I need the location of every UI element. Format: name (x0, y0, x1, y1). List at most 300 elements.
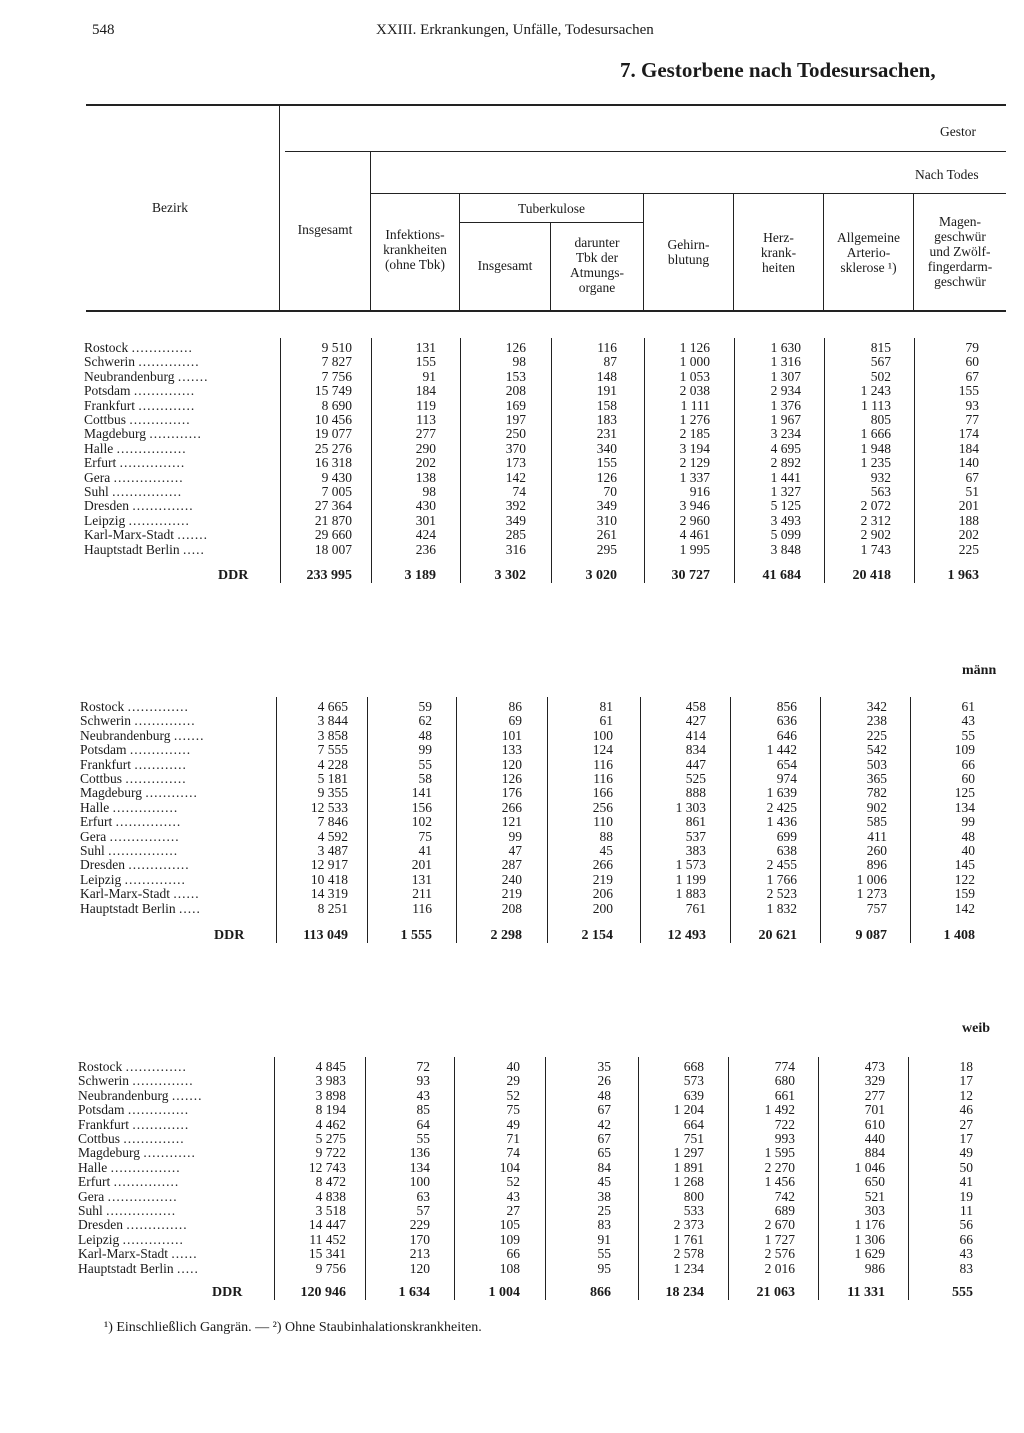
bezirk-name (80, 902, 201, 916)
total-cell: 866 (590, 1285, 611, 1300)
table-cell: 427 (685, 713, 706, 728)
leader-dots: ....... (173, 728, 205, 743)
table-cell: 4 461 (679, 527, 710, 542)
table-cell: 5 275 (315, 1131, 346, 1146)
table-cell: 50 (959, 1160, 973, 1175)
table-cell: 200 (592, 901, 613, 916)
table-cell: 256 (592, 800, 613, 815)
table-cell: 65 (597, 1145, 611, 1160)
table-row (0, 370, 1024, 384)
table-cell: 110 (593, 814, 613, 829)
table-cell: 266 (501, 800, 522, 815)
table-cell: 91 (422, 369, 436, 384)
total-row (0, 1286, 1024, 1300)
table-cell: 1 111 (680, 398, 710, 413)
bezirk-name-text: Erfurt (80, 814, 113, 829)
table-cell: 85 (416, 1102, 430, 1117)
table-cell: 55 (961, 728, 975, 743)
table-cell: 74 (512, 484, 526, 499)
table-row (0, 384, 1024, 398)
table-cell: 159 (954, 886, 975, 901)
table-cell: 3 848 (770, 542, 801, 557)
leader-dots: .............. (125, 771, 187, 786)
header-bezirk: Bezirk (152, 200, 188, 215)
bezirk-name-text: Suhl (80, 843, 105, 858)
leader-dots: .............. (122, 1232, 184, 1247)
bezirk-name (84, 514, 190, 528)
table-cell: 861 (685, 814, 706, 829)
table-cell: 208 (505, 383, 526, 398)
table-row (0, 758, 1024, 772)
table-cell: 4 845 (315, 1059, 346, 1074)
header-nach-todes: Nach Todes (915, 167, 979, 182)
table-cell: 260 (866, 843, 887, 858)
table-cell: 9 510 (321, 340, 352, 355)
total-cell: 11 331 (847, 1285, 885, 1300)
bezirk-name (80, 887, 200, 901)
table-cell: 563 (870, 484, 891, 499)
leader-dots: .............. (131, 340, 193, 355)
table-cell: 815 (870, 340, 891, 355)
table-cell: 2 185 (679, 426, 710, 441)
table-cell: 2 902 (860, 527, 891, 542)
bezirk-name-text: Frankfurt (84, 398, 135, 413)
table-row (0, 514, 1024, 528)
header-herzkrankheiten (734, 230, 823, 275)
leader-dots: ................ (106, 1203, 177, 1218)
table-cell: 661 (774, 1088, 795, 1103)
table-cell: 585 (866, 814, 887, 829)
total-cell: 18 234 (665, 1285, 704, 1300)
table-cell: 69 (508, 713, 522, 728)
bezirk-name (80, 844, 178, 858)
leader-dots: ............... (115, 814, 182, 829)
table-cell: 1 595 (764, 1145, 795, 1160)
table-row (0, 858, 1024, 872)
table-cell: 49 (506, 1117, 520, 1132)
table-cell: 340 (596, 441, 617, 456)
total-cell: 20 418 (852, 568, 891, 583)
table-cell: 2 038 (679, 383, 710, 398)
section-label: männ (962, 663, 997, 678)
table-cell: 79 (965, 340, 979, 355)
table-cell: 285 (505, 527, 526, 542)
table-cell: 120 (501, 757, 522, 772)
table-cell: 60 (965, 354, 979, 369)
table-cell: 59 (418, 699, 432, 714)
table-cell: 502 (870, 369, 891, 384)
leader-dots: ..... (178, 901, 201, 916)
header-magen-line: Magen- (939, 214, 981, 229)
table-cell: 116 (593, 771, 613, 786)
table-cell: 310 (596, 513, 617, 528)
leader-dots: ................ (110, 1160, 181, 1175)
table-cell: 71 (506, 1131, 520, 1146)
bezirk-name-text: Magdeburg (84, 426, 146, 441)
table-cell: 1 327 (770, 484, 801, 499)
leader-dots: .............. (127, 699, 189, 714)
bezirk-name (84, 370, 208, 384)
bezirk-name (78, 1103, 189, 1117)
table-cell: 250 (505, 426, 526, 441)
table-cell: 134 (954, 800, 975, 815)
bezirk-name-text: Schwerin (84, 354, 135, 369)
table-cell: 121 (501, 814, 522, 829)
total-cell: 3 302 (494, 568, 526, 583)
header-tbk-darunter-line: darunter (574, 235, 620, 250)
table-cell: 473 (864, 1059, 885, 1074)
table-cell: 638 (776, 843, 797, 858)
table-cell: 166 (592, 785, 613, 800)
leader-dots: ...... (173, 886, 200, 901)
total-cell: 9 087 (855, 928, 887, 943)
table-cell: 158 (596, 398, 617, 413)
leader-dots: ................ (108, 843, 179, 858)
table-cell: 116 (412, 901, 432, 916)
header-magen-line: fingerdarm- (927, 259, 993, 274)
header-arteriosklerose (824, 230, 913, 275)
table-row (0, 873, 1024, 887)
header-rule-gestor (285, 151, 1006, 152)
table-cell: 3 983 (315, 1073, 346, 1088)
table-cell: 11 (960, 1203, 973, 1218)
total-cell: 1 634 (398, 1285, 430, 1300)
leader-dots: ............. (132, 1117, 190, 1132)
table-cell: 10 418 (310, 872, 348, 887)
leader-dots: .............. (134, 713, 196, 728)
table-cell: 17 (959, 1131, 973, 1146)
table-cell: 236 (415, 542, 436, 557)
table-cell: 61 (961, 699, 975, 714)
table-cell: 290 (415, 441, 436, 456)
total-cell: 30 727 (671, 568, 710, 583)
table-cell: 201 (958, 498, 979, 513)
bezirk-name (84, 413, 191, 427)
table-cell: 116 (597, 340, 617, 355)
table-cell: 9 355 (317, 785, 348, 800)
table-cell: 383 (685, 843, 706, 858)
leader-dots: ..... (182, 542, 205, 557)
table-cell: 7 756 (321, 369, 352, 384)
table-cell: 266 (592, 857, 613, 872)
bezirk-name-text: Dresden (78, 1217, 123, 1232)
bezirk-name (80, 714, 196, 728)
table-cell: 424 (415, 527, 436, 542)
bezirk-name (84, 355, 200, 369)
header-infektions-line: Infektions- (385, 227, 445, 242)
table-cell: 231 (596, 426, 617, 441)
table-cell: 40 (506, 1059, 520, 1074)
table-cell: 48 (597, 1088, 611, 1103)
table-cell: 142 (505, 470, 526, 485)
table-cell: 136 (409, 1145, 430, 1160)
bezirk-name-text: Halle (80, 800, 110, 815)
table-cell: 349 (596, 498, 617, 513)
table-cell: 60 (961, 771, 975, 786)
total-label: DDR (218, 568, 249, 583)
bezirk-name (78, 1118, 189, 1132)
table-row (0, 528, 1024, 542)
table-cell: 411 (867, 829, 887, 844)
bezirk-name-text: Leipzig (78, 1232, 120, 1247)
table-cell: 8 251 (317, 901, 348, 916)
table-cell: 99 (418, 742, 432, 757)
table-cell: 108 (499, 1261, 520, 1276)
bezirk-name-text: Rostock (80, 699, 125, 714)
table-cell: 567 (870, 354, 891, 369)
bezirk-name (80, 700, 189, 714)
table-cell: 74 (506, 1145, 520, 1160)
header-arterio-line: sklerose ¹) (840, 260, 897, 275)
table-cell: 43 (959, 1246, 973, 1261)
table-cell: 87 (603, 354, 617, 369)
table-cell: 654 (776, 757, 797, 772)
table-cell: 888 (685, 785, 706, 800)
table-cell: 3 487 (317, 843, 348, 858)
table-cell: 1 727 (764, 1232, 795, 1247)
leader-dots: ............... (112, 800, 179, 815)
total-cell: 555 (952, 1285, 973, 1300)
section-label: weib (962, 1021, 990, 1036)
table-cell: 1 492 (764, 1102, 795, 1117)
header-gehirnblutung-line: blutung (667, 252, 710, 267)
table-cell: 184 (415, 383, 436, 398)
table-cell: 1 307 (770, 369, 801, 384)
bezirk-name (78, 1161, 181, 1175)
leader-dots: ............... (119, 455, 186, 470)
leader-dots: .............. (127, 1102, 190, 1117)
table-cell: 202 (958, 527, 979, 542)
table-cell: 7 005 (321, 484, 352, 499)
table-cell: 27 364 (314, 498, 352, 513)
leader-dots: ............ (134, 757, 187, 772)
table-row (0, 801, 1024, 815)
table-row (0, 1204, 1024, 1218)
table-cell: 42 (597, 1117, 611, 1132)
table-cell: 120 (409, 1261, 430, 1276)
bezirk-name (78, 1204, 176, 1218)
header-herz-line: Herz- (763, 230, 794, 245)
table-cell: 55 (597, 1246, 611, 1261)
table-cell: 15 341 (308, 1246, 346, 1261)
table-row (0, 1074, 1024, 1088)
total-cell: 3 189 (404, 568, 436, 583)
table-cell: 1 743 (860, 542, 891, 557)
bezirk-name-text: Rostock (84, 340, 129, 355)
table-cell: 100 (409, 1174, 430, 1189)
bezirk-name-text: Potsdam (80, 742, 127, 757)
header-insgesamt: Insgesamt (297, 222, 353, 237)
table-cell: 8 472 (315, 1174, 346, 1189)
table-cell: 303 (864, 1203, 885, 1218)
table-cell: 55 (418, 757, 432, 772)
table-cell: 57 (416, 1203, 430, 1218)
table-cell: 440 (864, 1131, 885, 1146)
table-cell: 636 (776, 713, 797, 728)
leader-dots: ....... (177, 369, 209, 384)
table-row (0, 485, 1024, 499)
table-cell: 774 (774, 1059, 795, 1074)
table-cell: 126 (596, 470, 617, 485)
total-cell: 21 063 (756, 1285, 795, 1300)
table-cell: 1 639 (766, 785, 797, 800)
table-cell: 12 743 (308, 1160, 346, 1175)
table-cell: 62 (418, 713, 432, 728)
table-cell: 84 (597, 1160, 611, 1175)
bezirk-name (78, 1074, 194, 1088)
table-cell: 287 (501, 857, 522, 872)
total-cell: 20 621 (758, 928, 797, 943)
table-cell: 1 006 (856, 872, 887, 887)
header-top-rule (86, 104, 1006, 106)
header-tbk-darunter (551, 235, 643, 295)
table-cell: 67 (597, 1131, 611, 1146)
table-cell: 4 695 (770, 441, 801, 456)
table-row (0, 902, 1024, 916)
header-vrule (279, 106, 280, 310)
header-gestor: Gestor (940, 124, 976, 139)
table-cell: 261 (596, 527, 617, 542)
bezirk-name-text: Gera (80, 829, 107, 844)
table-cell: 155 (415, 354, 436, 369)
table-cell: 99 (508, 829, 522, 844)
table-cell: 124 (592, 742, 613, 757)
table-cell: 316 (505, 542, 526, 557)
table-cell: 12 533 (310, 800, 348, 815)
table-cell: 88 (599, 829, 613, 844)
table-row (0, 471, 1024, 485)
header-tbk-darunter-line: organe (578, 280, 616, 295)
table-row (0, 543, 1024, 557)
table-cell: 98 (422, 484, 436, 499)
table-cell: 9 430 (321, 470, 352, 485)
table-cell: 392 (505, 498, 526, 513)
table-cell: 761 (685, 901, 706, 916)
table-cell: 49 (959, 1145, 973, 1160)
table-cell: 503 (866, 757, 887, 772)
table-cell: 4 228 (317, 757, 348, 772)
header-arterio-line: Arterio- (846, 245, 891, 260)
table-row (0, 1233, 1024, 1247)
table-cell: 102 (411, 814, 432, 829)
total-cell: 3 020 (585, 568, 617, 583)
bezirk-name-text: Magdeburg (80, 785, 142, 800)
table-cell: 67 (965, 470, 979, 485)
table-cell: 1 303 (675, 800, 706, 815)
bezirk-name (80, 801, 178, 815)
table-row (0, 815, 1024, 829)
total-cell: 1 004 (488, 1285, 520, 1300)
table-cell: 55 (416, 1131, 430, 1146)
table-cell: 3 844 (317, 713, 348, 728)
table-cell: 47 (508, 843, 522, 858)
bezirk-name (80, 830, 180, 844)
table-cell: 1 891 (673, 1160, 704, 1175)
table-cell: 93 (416, 1073, 430, 1088)
bezirk-name-text: Dresden (80, 857, 125, 872)
table-cell: 1 176 (854, 1217, 885, 1232)
table-cell: 18 007 (314, 542, 352, 557)
total-cell: 1 963 (947, 568, 979, 583)
bezirk-name-text: Frankfurt (80, 757, 131, 772)
table-cell: 51 (965, 484, 979, 499)
bezirk-name-text: Karl-Marx-Stadt (84, 527, 174, 542)
leader-dots: ...... (171, 1246, 198, 1261)
bezirk-name-text: Halle (84, 441, 114, 456)
table-cell: 1 573 (675, 857, 706, 872)
bezirk-name (78, 1233, 184, 1247)
table-cell: 7 827 (321, 354, 352, 369)
table-cell: 19 (959, 1189, 973, 1204)
table-cell: 1 204 (673, 1102, 704, 1117)
table-cell: 1 337 (679, 470, 710, 485)
table-cell: 238 (866, 713, 887, 728)
table-cell: 21 870 (314, 513, 352, 528)
table-cell: 9 756 (315, 1261, 346, 1276)
bezirk-name (78, 1089, 202, 1103)
table-cell: 61 (599, 713, 613, 728)
table-row (0, 887, 1024, 901)
table-cell: 1 666 (860, 426, 891, 441)
table-cell: 98 (512, 354, 526, 369)
table-cell: 5 181 (317, 771, 348, 786)
bezirk-name (78, 1132, 185, 1146)
table-cell: 370 (505, 441, 526, 456)
table-cell: 43 (506, 1189, 520, 1204)
table-cell: 365 (866, 771, 887, 786)
bezirk-name (78, 1218, 188, 1232)
table-cell: 689 (774, 1203, 795, 1218)
total-label: DDR (214, 928, 245, 943)
table-cell: 3 946 (679, 498, 710, 513)
table-cell: 1 456 (764, 1174, 795, 1189)
header-magengeschwuer (914, 214, 1006, 289)
table-row (0, 1089, 1024, 1103)
header-infektions-line: (ohne Tbk) (384, 257, 446, 272)
bezirk-name-text: Potsdam (78, 1102, 125, 1117)
table-cell: 41 (418, 843, 432, 858)
table-cell: 1 268 (673, 1174, 704, 1189)
header-tbk-darunter-line: Tbk der (575, 250, 619, 265)
footnote: ¹) Einschließlich Gangrän. — ²) Ohne Staubinhalationskrankheiten. (104, 1320, 482, 1335)
table-cell: 680 (774, 1073, 795, 1088)
table-cell: 126 (501, 771, 522, 786)
table-row (0, 1190, 1024, 1204)
table-cell: 521 (864, 1189, 885, 1204)
table-cell: 45 (597, 1174, 611, 1189)
bezirk-name-text: Schwerin (78, 1073, 129, 1088)
header-magen-line: geschwür (934, 229, 986, 244)
table-cell: 201 (411, 857, 432, 872)
leader-dots: ................ (113, 470, 184, 485)
bezirk-name-text: Gera (78, 1189, 105, 1204)
table-cell: 1 199 (675, 872, 706, 887)
table-cell: 2 670 (764, 1217, 795, 1232)
bezirk-name (84, 341, 193, 355)
table-cell: 277 (415, 426, 436, 441)
table-title: 7. Gestorbene nach Todesursachen, (620, 58, 936, 82)
bezirk-name (78, 1175, 179, 1189)
bezirk-name (84, 485, 182, 499)
bezirk-name-text: Erfurt (78, 1174, 111, 1189)
table-cell: 122 (954, 872, 975, 887)
table-cell: 646 (776, 728, 797, 743)
table-cell: 206 (592, 886, 613, 901)
table-cell: 125 (954, 785, 975, 800)
table-cell: 349 (505, 513, 526, 528)
leader-dots: ................ (116, 441, 187, 456)
bezirk-name (80, 758, 187, 772)
